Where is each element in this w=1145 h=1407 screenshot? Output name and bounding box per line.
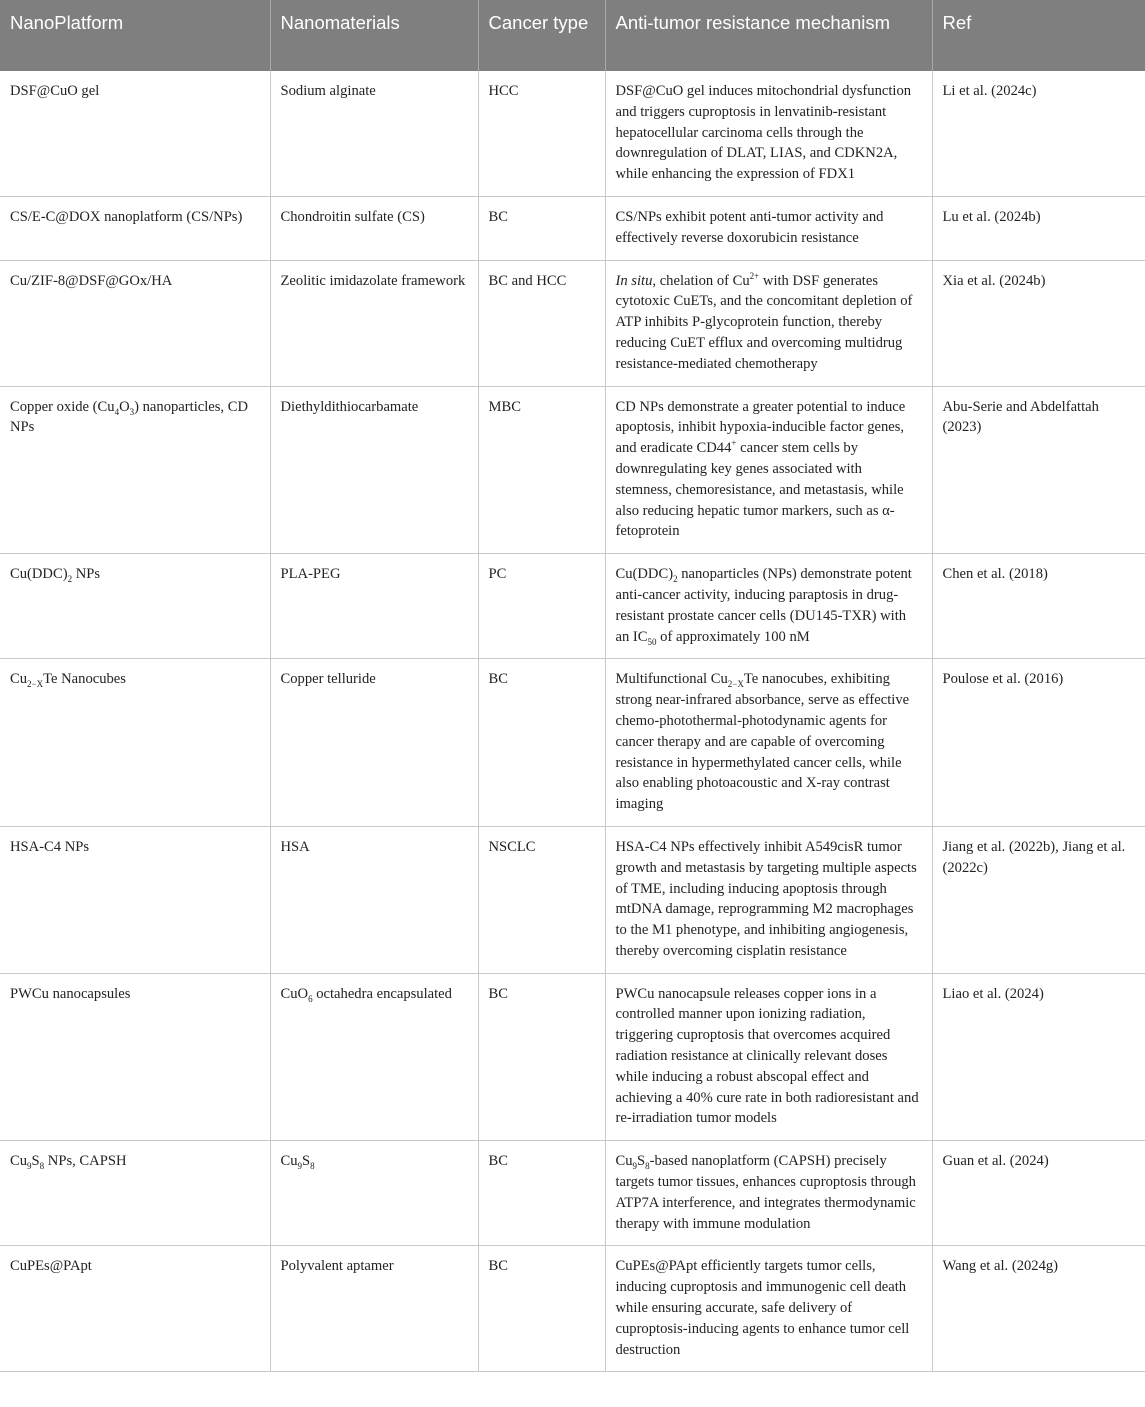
table-row <box>0 71 1145 196</box>
subscript: 2−X <box>27 679 44 690</box>
subscript: 9 <box>297 1161 303 1172</box>
text-run: with DSF generates cytotoxic CuETs, and the concomitant depletion of ATP inhibits P-glycoprotein function, thereby reducing CuET efflux and overcoming multidrug resistance-mediated chemotherapy <box>615 272 913 372</box>
cell-cancer-type: BC <box>478 1246 605 1372</box>
cell-mechanism <box>605 386 932 554</box>
cell-nanomaterials: PLA-PEG <box>270 554 478 659</box>
text-run: Copper oxide (Cu <box>10 398 115 415</box>
table-row <box>0 826 1145 973</box>
cell-nanomaterials: Copper telluride <box>270 659 478 827</box>
header-row <box>0 0 1145 71</box>
header-cancer-type: Cancer type <box>478 0 605 71</box>
table-row <box>0 386 1145 554</box>
subscript: 3 <box>129 406 135 417</box>
text-run: Multifunctional Cu <box>615 671 728 688</box>
table-row <box>0 1246 1145 1372</box>
header-mechanism: Anti-tumor resistance mechanism <box>605 0 932 71</box>
text-run: Cu <box>615 1153 633 1170</box>
text-run: S <box>31 1153 40 1170</box>
cell-nanomaterials: HSA <box>270 826 478 973</box>
subscript: 2 <box>673 574 678 585</box>
cell-nanoplatform: HSA-C4 NPs <box>0 826 270 973</box>
cell-mechanism <box>605 659 932 827</box>
cell-nanoplatform: DSF@CuO gel <box>0 71 270 196</box>
text-run: NPs, CAPSH <box>44 1153 127 1170</box>
cell-nanomaterials <box>270 1141 478 1246</box>
cell-mechanism <box>605 1141 932 1246</box>
table-row <box>0 659 1145 827</box>
subscript: 6 <box>308 993 313 1004</box>
text-run: O <box>119 398 130 415</box>
cell-cancer-type: HCC <box>478 71 605 196</box>
cell-cancer-type: BC and HCC <box>478 260 605 386</box>
cell-cancer-type: BC <box>478 196 605 260</box>
cell-ref: Jiang et al. (2022b), Jiang et al. (2022c) <box>932 826 1145 973</box>
subscript: 9 <box>27 1161 32 1172</box>
text-run: CuO <box>280 985 309 1002</box>
cell-ref: Guan et al. (2024) <box>932 1141 1145 1246</box>
cell-nanoplatform: Cu/ZIF-8@DSF@GOx/HA <box>0 260 270 386</box>
text-run: Te nanocubes, exhibiting strong near-infrared absorbance, serve as effective chemo-photothermal-photodynamic agents for cancer therapy and are capable of overcoming resistance in hypermethylated cancer cells, while also enabling photoacoustic and X-ray contrast imaging <box>615 671 910 813</box>
subscript: 50 <box>647 636 657 647</box>
cell-nanoplatform <box>0 554 270 659</box>
text-run: Cu(DDC) <box>10 566 68 583</box>
cell-mechanism: HSA-C4 NPs effectively inhibit A549cisR tumor growth and metastasis by targeting multiple aspects of TME, including inducing apoptosis through mtDNA damage, reprogramming M2 macrophages to the M1 phenotype, and inhibiting angiogenesis, thereby overcoming cisplatin resistance <box>605 826 932 973</box>
header-ref: Ref <box>932 0 1145 71</box>
text-run: cancer stem cells by downregulating key genes associated with stemness, chemoresistance, and metastasis, while also reducing hepatic tumor markers, such as α-fetoprotein <box>615 440 904 540</box>
cell-nanoplatform <box>0 659 270 827</box>
text-run: of approximately 100 nM <box>656 628 810 645</box>
cell-ref: Liao et al. (2024) <box>932 973 1145 1141</box>
table-row <box>0 1141 1145 1246</box>
cell-nanomaterials <box>270 973 478 1141</box>
cell-mechanism <box>605 554 932 659</box>
subscript: 9 <box>632 1161 638 1172</box>
text-run: Cu <box>10 671 28 688</box>
cell-ref: Wang et al. (2024g) <box>932 1246 1145 1372</box>
cell-mechanism: CS/NPs exhibit potent anti-tumor activity and effectively reverse doxorubicin resistance <box>605 196 932 260</box>
text-run: Cu <box>10 1153 28 1170</box>
cell-nanomaterials: Chondroitin sulfate (CS) <box>270 196 478 260</box>
text-run: S <box>302 1153 311 1170</box>
cell-mechanism: DSF@CuO gel induces mitochondrial dysfunction and triggers cuproptosis in lenvatinib-resistant hepatocellular carcinoma cells through the downregulation of DLAT, LIAS, and CDKN2A, while enhancing the expression of FDX1 <box>605 71 932 196</box>
text-run: nanoparticles (NPs) demonstrate potent anti-cancer activity, inducing paraptosis in drug-resistant prostate cancer cells (DU145-TXR) with an IC <box>615 566 912 645</box>
cell-nanomaterials: Diethyldithiocarbamate <box>270 386 478 554</box>
subscript: 4 <box>114 406 120 417</box>
cell-ref: Lu et al. (2024b) <box>932 196 1145 260</box>
header-nanoplatform: NanoPlatform <box>0 0 270 71</box>
cell-nanoplatform <box>0 1141 270 1246</box>
cell-cancer-type: BC <box>478 973 605 1141</box>
cell-nanomaterials: Polyvalent aptamer <box>270 1246 478 1372</box>
cell-ref: Xia et al. (2024b) <box>932 260 1145 386</box>
cell-ref: Chen et al. (2018) <box>932 554 1145 659</box>
text-run: Cu <box>280 1153 298 1170</box>
text-run: ) nanoparticles, CD NPs <box>10 398 249 436</box>
text-run: CD NPs demonstrate a greater potential to induce apoptosis, inhibit hypoxia-inducible factor genes, and eradicate CD44 <box>615 398 906 457</box>
text-run: Te Nanocubes <box>43 671 126 688</box>
cell-nanoplatform <box>0 386 270 554</box>
cell-mechanism: PWCu nanocapsule releases copper ions in a controlled manner upon ionizing radiation, triggering cuproptosis that overcomes acquired radiation resistance at clinically relevant doses while inducing a robust abscopal effect and achieving a 40% cure rate in both radioresistant and re-irradiation tumor models <box>605 973 932 1141</box>
text-run: octahedra encapsulated <box>312 985 452 1002</box>
table-row <box>0 554 1145 659</box>
cell-nanomaterials: Sodium alginate <box>270 71 478 196</box>
cell-cancer-type: PC <box>478 554 605 659</box>
subscript: 8 <box>310 1161 315 1172</box>
subscript: 2 <box>67 574 73 585</box>
cell-nanoplatform: PWCu nanocapsules <box>0 973 270 1141</box>
cell-nanoplatform: CuPEs@PApt <box>0 1246 270 1372</box>
cell-nanomaterials: Zeolitic imidazolate framework <box>270 260 478 386</box>
cell-nanoplatform: CS/E-C@DOX nanoplatform (CS/NPs) <box>0 196 270 260</box>
text-run: NPs <box>72 566 101 583</box>
table-row <box>0 973 1145 1141</box>
table-row <box>0 260 1145 386</box>
italic-text: In situ <box>615 272 653 289</box>
cell-ref: Li et al. (2024c) <box>932 71 1145 196</box>
cell-mechanism: CuPEs@PApt efficiently targets tumor cells, inducing cuproptosis and immunogenic cell death while ensuring accurate, safe delivery of cuproptosis-inducing agents to enhance tumor cell destruction <box>605 1246 932 1372</box>
cell-cancer-type: BC <box>478 1141 605 1246</box>
subscript: 8 <box>39 1161 45 1172</box>
cell-cancer-type: BC <box>478 659 605 827</box>
header-nanomaterials: Nanomaterials <box>270 0 478 71</box>
subscript: 2−X <box>727 679 744 690</box>
cell-cancer-type: NSCLC <box>478 826 605 973</box>
text-run: , chelation of Cu <box>652 272 750 289</box>
cell-ref: Abu-Serie and Abdelfattah (2023) <box>932 386 1145 554</box>
cell-ref: Poulose et al. (2016) <box>932 659 1145 827</box>
cell-mechanism <box>605 260 932 386</box>
text-run: S <box>637 1153 646 1170</box>
superscript: 2+ <box>749 270 760 281</box>
superscript: + <box>731 438 737 449</box>
text-run: -based nanoplatform (CAPSH) precisely targets tumor tissues, enhances cuproptosis through ATP7A interference, and integrates thermodynamic therapy with immune modulation <box>615 1153 916 1232</box>
subscript: 8 <box>645 1161 650 1172</box>
table-row <box>0 196 1145 260</box>
text-run: Cu(DDC) <box>615 566 674 583</box>
cell-cancer-type: MBC <box>478 386 605 554</box>
